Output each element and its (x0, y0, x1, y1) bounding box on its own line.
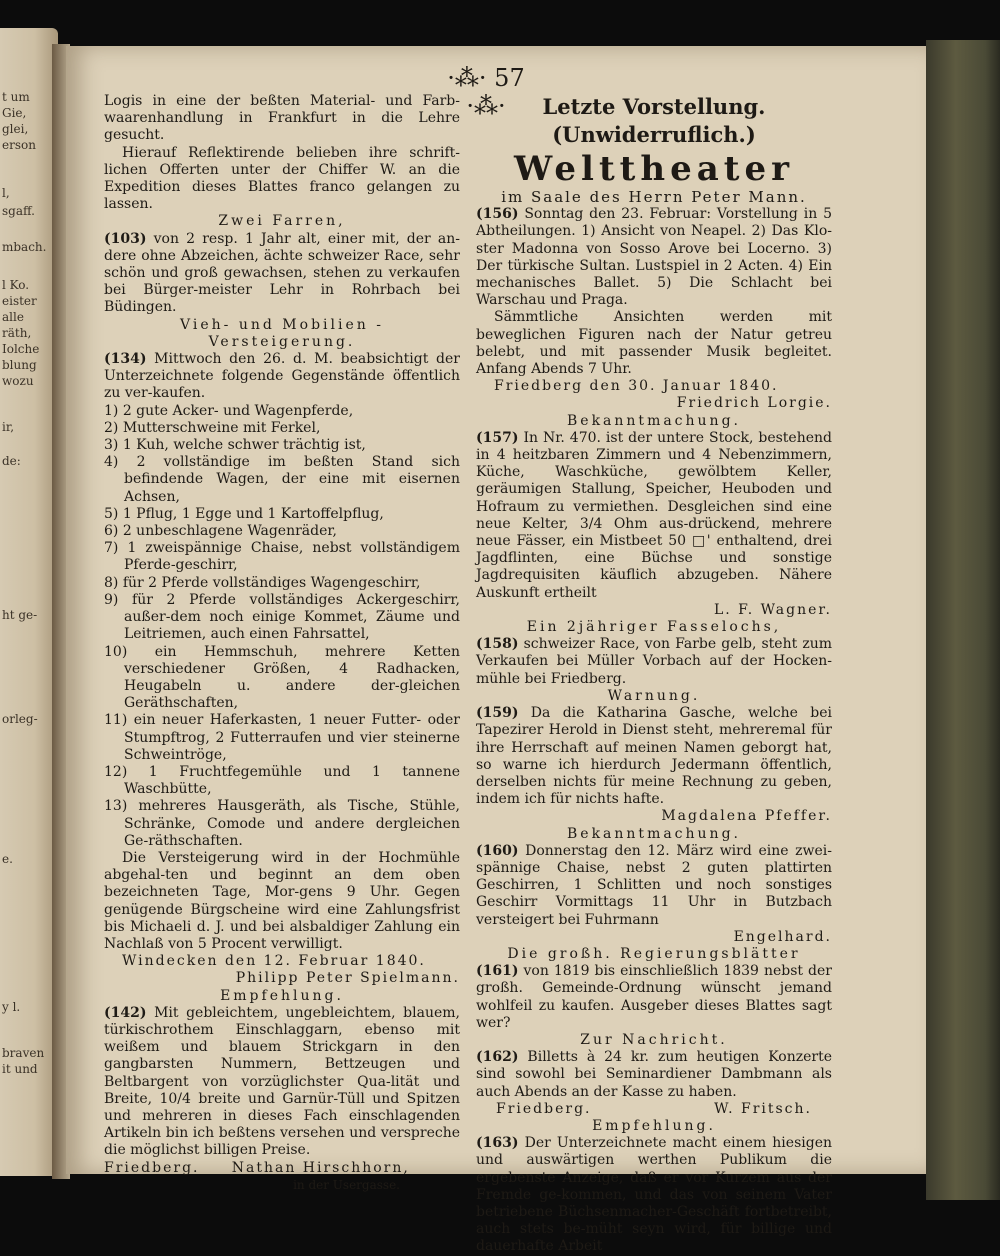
ad-bekanntmachung-heading-2: Bekanntmachung. (567, 825, 741, 842)
edge-fragment: e. (2, 852, 13, 866)
left-page-edge (0, 28, 58, 1176)
list-item: 8) für 2 Pferde vollständiges Wagengeschirr, (104, 574, 421, 591)
ad-number: (157) (476, 429, 519, 446)
ad-number: (159) (476, 705, 519, 722)
ad-lehrling-text: Logis in eine der beßten Material- und Farb-waarenhandlung in Frankfurt in die Lehre gesucht. (104, 93, 460, 144)
list-item: 7) 1 zweispännige Chaise, nebst vollständigem Pferde-geschirr, (104, 540, 460, 574)
edge-fragment: l, (2, 186, 10, 200)
edge-fragment: l Ko. (2, 278, 30, 292)
ad-142-name: Nathan Hirschhorn, (231, 1159, 410, 1176)
edge-fragment: Iolche (2, 342, 40, 356)
ad-142-signature (104, 1160, 460, 1177)
ad-158 (476, 636, 832, 688)
left-column (104, 93, 460, 1194)
ad-warnung-heading: Warnung. (607, 687, 701, 704)
ad-fasselochs-heading: Ein 2jähriger Fasselochs, (526, 619, 782, 636)
ad-156 (476, 206, 832, 309)
ad-142 (104, 1005, 460, 1160)
auction-item-list (104, 403, 460, 850)
edge-fragment: orleg- (2, 712, 38, 726)
ad-161 (476, 963, 832, 1032)
list-item: 10) ein Hemmschuh, mehrere Ketten verschiedener Größen, 4 Radhacken, Heugabeln u. andere der-gleichen Geräthschaften, (104, 643, 460, 712)
ad-text: Der Unterzeichnete macht einem hiesigen und auswärtigen werthen Publikum die ergebenste Anzeige, daß er vor Kurzem aus der Fremde ge-kommen, und das von seinem Vater betriebene Büchsenmacher-Geschäft fortbetreibt, auch stets be-müht seyn wird, für billige und dauerhafte Arbeit (476, 1135, 832, 1255)
edge-fragment: braven (2, 1046, 45, 1060)
page-number: ·⁂· 57 ·⁂· (447, 64, 525, 120)
ad-nachricht-heading: Zur Nachricht. (580, 1031, 728, 1048)
list-item: 9) für 2 Pferde vollständiges Ackergeschirr, außer-dem noch einige Kommet, Zäume und Leitriemen, auch einen Fahrsattel, (104, 591, 460, 643)
right-column (476, 93, 832, 1256)
ad-text: Da die Katharina Gasche, welche bei Tapezirer Herold in Dienst steht, mehreremal für ihre Herrschaft auf meinen Namen geborgt hat, so warne ich hierdurch Jedermann öffentlich, derselben nichts für meine Rechnung zu geben, indem ich für nichts hafte. (476, 705, 832, 808)
list-item: 4) 2 vollständige im beßten Stand sich befindende Wagen, der eine mit eisernen Achsen, (104, 454, 460, 505)
ad-162-signature (476, 1101, 832, 1118)
ad-162-place: Friedberg. (496, 1100, 592, 1117)
ad-134-place: Windecken den 12. Februar 1840. (122, 953, 426, 970)
ad-number: (163) (476, 1135, 519, 1152)
list-item: 11) ein neuer Haferkasten, 1 neuer Futter- oder Stumpftrog, 2 Futterraufen und vier steinerne Schweintröge, (104, 712, 460, 763)
edge-fragment: de: (2, 454, 21, 468)
ad-empfehlung-heading-2: Empfehlung. (592, 1117, 716, 1134)
theatre-headline: Letzte Vorstellung. (Unwiderruflich.) (542, 94, 766, 147)
ad-text: Mit gebleichtem, ungebleichtem, blauem, türkischrothem Einschlaggarn, ebenso mit weißem und blauem Strickgarn in den gangbarsten Nummern, Bettzeugen und Beltbargent von vorzüglichster Qua-lität und Breite, 10/4 breite und Garnür-Tüll und Spitzen und mehreren in dieses Fach einschlagenden Artikeln bin ich beßtens versehen und verspreche die möglichst billigen Preise. (104, 1004, 460, 1159)
ad-text: Sonntag den 23. Februar: Vorstellung in 5 Abtheilungen. 1) Ansicht von Neapel. 2) Das Klo-ster Madonna von Sosso Arove bei Locerno. 3) Der türkische Sultan. Lustspiel in 2 Acten. 4) Ein mechanisches Ballet. 5) Die Schlacht bei Warschau und Praga. (476, 206, 832, 309)
ad-text: Donnerstag den 12. März wird eine zwei-spännige Chaise, nebst 2 guten plattirten Geschirren, 1 Schlitten und noch sonstiges Geschirr Vormittags 11 Uhr in Butzbach versteigert bei Fuhrmann (476, 842, 832, 928)
ad-text: Billetts à 24 kr. zum heutigen Konzerte sind sowohl bei Seminardiener Dambmann als auch Abends an der Kasse zu haben. (476, 1049, 832, 1100)
list-item: 5) 1 Pflug, 1 Egge und 1 Kartoffelpflug, (104, 505, 384, 522)
edge-fragment: Gie, (2, 106, 27, 120)
ad-134 (104, 351, 460, 403)
ad-farren-heading: Zwei Farren, (218, 213, 346, 230)
edge-fragment: erson (2, 138, 36, 152)
theatre-title: Welttheater (513, 149, 794, 189)
ad-number: (158) (476, 636, 519, 653)
edge-fragment: ht ge- (2, 608, 38, 622)
ad-134-signature: Philipp Peter Spielmann. (235, 970, 460, 987)
ad-number: (161) (476, 963, 519, 980)
ad-bekanntmachung-heading: Bekanntmachung. (567, 412, 741, 429)
edge-fragment: t um (2, 90, 30, 104)
ad-text: schweizer Race, von Farbe gelb, steht zum Verkaufen bei Müller Vorbach auf der Hocken-mühle bei Friedberg. (476, 636, 832, 687)
ad-versteigerung-heading: Vieh- und Mobilien - Versteigerung. (180, 316, 384, 350)
ad-142-place: Friedberg. (104, 1159, 200, 1176)
ad-160-signature: Engelhard. (733, 928, 832, 945)
ad-134-terms: Die Versteigerung wird in der Hochmühle abgehal-ten und beginnt an dem oben bezeichneten Tage, Mor-gens 9 Uhr. Gegen genügende Bürgscheine wird eine Zahlungsfrist bis Michaeli d. J. und bei alsbaldiger Zahlung ein Nachlaß von 5 Procent verwilligt. (104, 849, 460, 952)
ad-159-signature: Magdalena Pfeffer. (661, 808, 832, 825)
ad-number: (160) (476, 842, 519, 859)
ad-text: Mittwoch den 26. d. M. beabsichtigt der Unterzeichnete folgende Gegenstände öffentlich zu ver-kaufen. (104, 351, 460, 402)
edge-fragment: eister (2, 294, 37, 308)
ad-156-detail: Sämmtliche Ansichten werden mit beweglichen Figuren nach der Natur getreu belebt, und mit passender Musik begleitet. Anfang Abends 7 Uhr. (476, 309, 832, 378)
ad-text: von 2 resp. 1 Jahr alt, einer mit, der an-dere ohne Abzeichen, ächte schweizer Race, sehr schön und groß gewachsen, stehen zu verkaufen bei Bürger-meister Lehr in Rohrbach bei Büdingen. (104, 230, 460, 316)
list-item: 2) Mutterschweine mit Ferkel, (104, 419, 321, 436)
edge-fragment: mbach. (2, 240, 47, 254)
edge-fragment: sgaff. (2, 204, 35, 218)
edge-fragment: alle (2, 310, 24, 324)
ad-lehrling-offer: Hierauf Reflektirende belieben ihre schrift-lichen Offerten unter der Chiffer W. an die Expedition dieses Blattes franco gelangen zu lassen. (104, 144, 460, 213)
ad-157-signature: L. F. Wagner. (713, 601, 832, 618)
edge-fragment: glei, (2, 122, 29, 136)
ad-empfehlung-heading: Empfehlung. (220, 987, 344, 1004)
list-item: 13) mehreres Hausgeräth, als Tische, Stühle, Schränke, Comode und andere dergleichen Ge-räthschaften. (104, 798, 460, 849)
ad-156-place: Friedberg den 30. Januar 1840. (494, 378, 779, 395)
ad-number: (156) (476, 206, 519, 223)
ad-number: (142) (104, 1004, 147, 1021)
ad-160 (476, 843, 832, 929)
list-item: 1) 2 gute Acker- und Wagenpferde, (104, 402, 354, 419)
edge-fragment: it und (2, 1062, 38, 1076)
ad-157 (476, 430, 832, 602)
binding-board (926, 40, 1000, 1200)
edge-fragment: räth, (2, 326, 32, 340)
list-item: 3) 1 Kuh, welche schwer trächtig ist, (104, 437, 366, 454)
ad-text: von 1819 bis einschließlich 1839 nebst der großh. Gemeinde-Ordnung wünscht jemand wohlfeil zu kaufen. Ausgeber dieses Blattes sagt wer? (476, 963, 832, 1031)
edge-fragment: y l. (2, 1000, 21, 1014)
ad-regierungsblaetter-heading: Die großh. Regierungsblätter (507, 945, 801, 962)
ad-142-address: in der Usergasse. (293, 1177, 400, 1192)
ad-number: (162) (476, 1049, 519, 1066)
ad-number: (103) (104, 230, 147, 247)
ad-159 (476, 705, 832, 808)
list-item: 12) 1 Fruchtfegemühle und 1 tannene Waschbütte, (104, 763, 460, 798)
ad-number: (134) (104, 351, 147, 368)
theatre-subtitle: im Saale des Herrn Peter Mann. (501, 188, 807, 206)
ad-163 (476, 1135, 832, 1255)
list-item: 6) 2 unbeschlagene Wagenräder, (104, 523, 337, 540)
edge-fragment: ir, (2, 420, 15, 434)
ad-162 (476, 1049, 832, 1101)
ad-text: In Nr. 470. ist der untere Stock, bestehend in 4 heitzbaren Zimmern und 4 Nebenzimmern, Küche, Waschküche, gewölbtem Keller, geräumigen Stallung, Speicher, Heuboden und Hofraum zu vermiethen. Desgleichen sind eine neue Kelter, 3/4 Ohm aus-drückend, mehrere neue Fässer, ein Mistbeet 50 □' enthaltend, drei Jagdflinten, eine Büchse und sonstige Jagdrequisiten käuflich abzugeben. Nähere Auskunft ertheilt (476, 429, 832, 601)
ad-156-signature: Friedrich Lorgie. (676, 395, 832, 412)
edge-fragment: wozu (2, 374, 34, 388)
ad-103 (104, 231, 460, 317)
ad-162-name: W. Fritsch. (714, 1100, 812, 1117)
edge-fragment: blung (2, 358, 37, 372)
